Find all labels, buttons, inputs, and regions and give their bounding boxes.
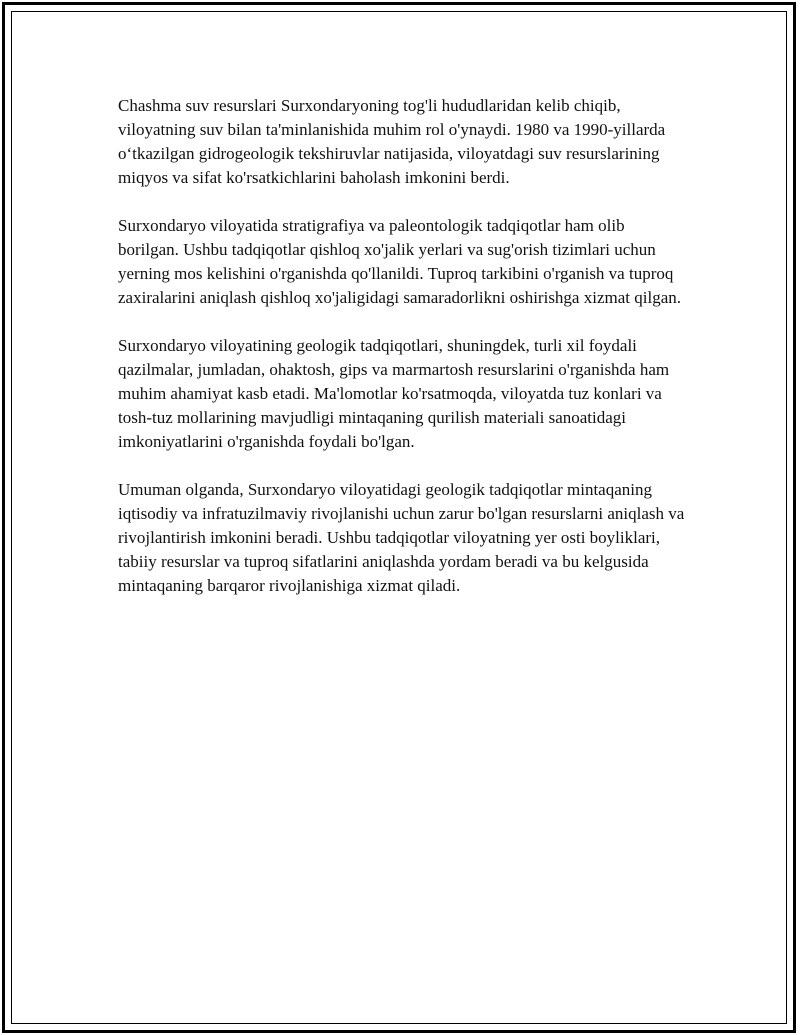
paragraph-minerals: Surxondaryo viloyatining geologik tadqiqotlari, shuningdek, turli xil foydali qazilmalar, jumladan, ohaktosh, gips va marmartosh resurslarini o'rganishda ham muhim ahamiyat kasb etadi. Ma'lomotlar ko'rsatmoqda, viloyatda tuz konlari va tosh-tuz mollarining mavjudligi mintaqaning qurilish materiali sanoatidagi imkoniyatlarini o'rganishda foydali bo'lgan. bbox=[118, 336, 670, 451]
paragraph-water-resources: Chashma suv resurslari Surxondaryoning tog'li hududlaridan kelib chiqib, viloyatning suv bilan ta'minlanishida muhim rol o'ynaydi. 1980 va 1990-yillarda o‘tkazilgan gidrogeologik tekshiruvlar natijasida, viloyatdagi suv resurslarining miqyos va sifat ko'rsatkichlarini baholash imkonini berdi. bbox=[118, 96, 666, 187]
paragraph-conclusion: Umuman olganda, Surxondaryo viloyatidagi geologik tadqiqotlar mintaqaning iqtisodiy va infratuzilmaviy rivojlanishi uchun zarur bo'lgan resurslarni aniqlash va rivojlantirish imkonini beradi. Ushbu tadqiqotlar viloyatning yer osti boyliklari, tabiiy resurslar va tuproq sifatlarini aniqlashda yordam beradi va bu kelgusida mintaqaning barqaror rivojlanishiga xizmat qiladi. bbox=[118, 480, 685, 595]
document-body bbox=[118, 94, 688, 622]
paragraph-stratigraphy: Surxondaryo viloyatida stratigrafiya va paleontologik tadqiqotlar ham olib borilgan. Ushbu tadqiqotlar qishloq xo'jalik yerlari va sug'orish tizimlari uchun yerning mos kelishini o'rganishda qo'llanildi. Tuproq tarkibini o'rganish va tuproq zaxiralarini aniqlash qishloq xo'jaligidagi samaradorlikni oshirishga xizmat qilgan. bbox=[118, 216, 681, 307]
